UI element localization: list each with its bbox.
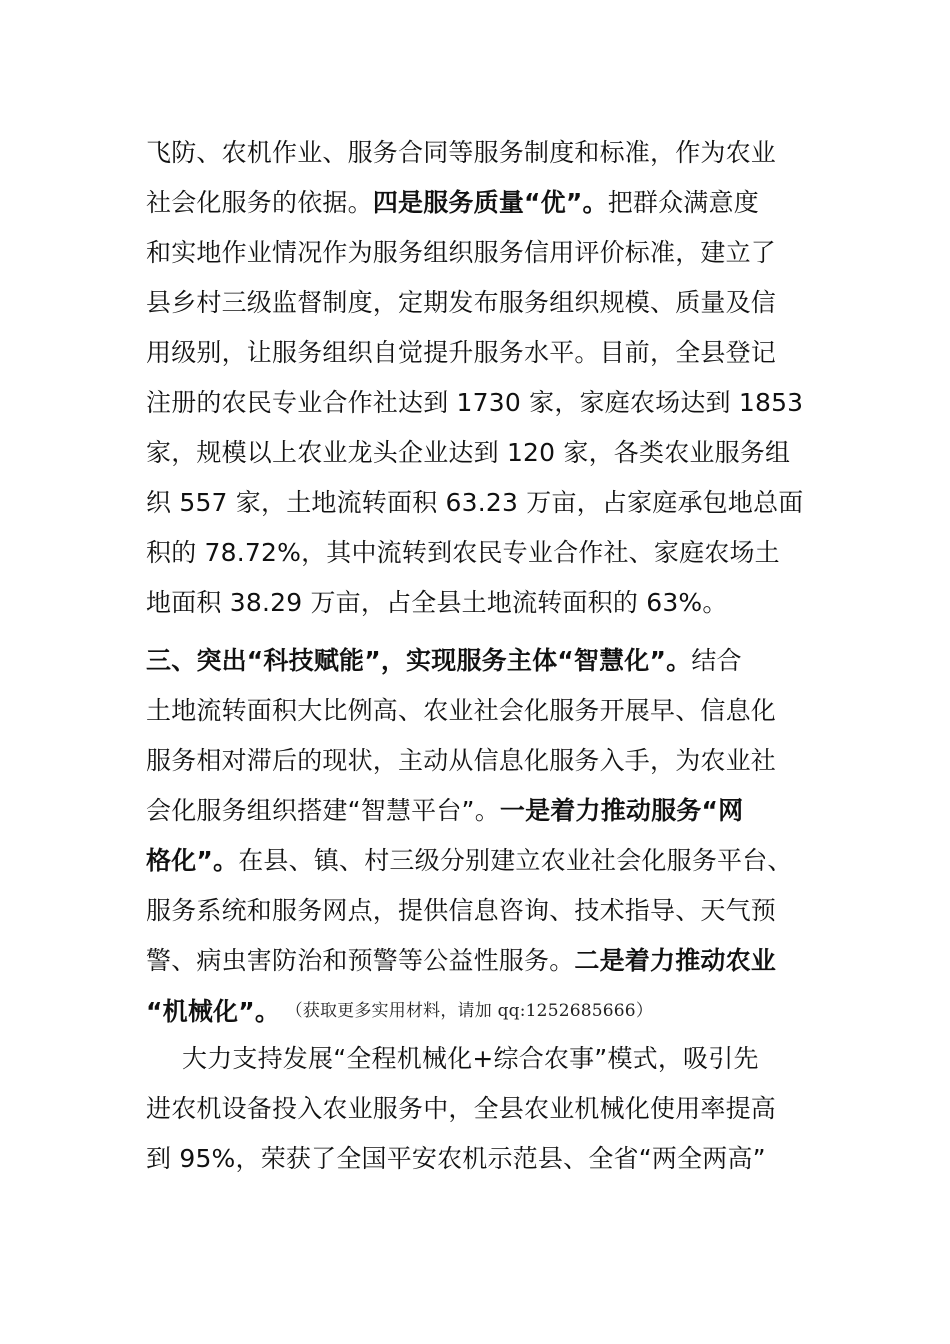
bold-heading-run: 二是着力推动农业 xyxy=(574,946,777,975)
text-line xyxy=(146,986,826,1036)
text-run: 会化服务组织搭建“智慧平台”。 xyxy=(146,796,500,825)
paragraph-3 xyxy=(146,1034,826,1184)
text-line xyxy=(146,836,826,886)
text-line: 织 557 家，土地流转面积 63.23 万亩，占家庭承包地总面 xyxy=(146,488,804,517)
text-line: 县乡村三级监督制度，定期发布服务组织规模、质量及信 xyxy=(146,288,777,317)
bold-heading-run: 四是服务质量“优”。 xyxy=(372,188,608,217)
text-line: 进农机设备投入农业服务中，全县农业机械化使用率提高 xyxy=(146,1094,777,1123)
paragraph-1 xyxy=(146,128,826,628)
text-line: 到 95%，荣获了全国平安农机示范县、全省“两全两高” xyxy=(146,1144,766,1173)
text-run: 在县、镇、村三级分别建立农业社会化服务平台、 xyxy=(238,846,793,875)
text-line: 注册的农民专业合作社达到 1730 家，家庭农场达到 1853 xyxy=(146,388,804,417)
text-line: 家，规模以上农业龙头企业达到 120 家，各类农业服务组 xyxy=(146,438,791,467)
paragraph-2 xyxy=(146,636,826,1036)
text-line: 用级别，让服务组织自觉提升服务水平。目前，全县登记 xyxy=(146,338,777,367)
text-run: 社会化服务的依据。 xyxy=(146,188,373,217)
text-line: 飞防、农机作业、服务合同等服务制度和标准，作为农业 xyxy=(146,138,777,167)
text-line xyxy=(146,786,826,836)
text-run: 结合 xyxy=(691,646,742,675)
bold-heading-run: 格化”。 xyxy=(146,846,239,875)
bold-heading-run: 一是着力推动服务“网 xyxy=(499,796,744,825)
section-heading: 三、突出“科技赋能”，实现服务主体“智慧化”。 xyxy=(146,646,692,675)
text-line: 服务相对滞后的现状，主动从信息化服务入手，为农业社 xyxy=(146,746,777,775)
text-line: 和实地作业情况作为服务组织服务信用评价标准，建立了 xyxy=(146,238,777,267)
text-line: 土地流转面积大比例高、农业社会化服务开展早、信息化 xyxy=(146,696,777,725)
text-run: 把群众满意度 xyxy=(607,188,759,217)
text-line: 大力支持发展“全程机械化+综合农事”模式，吸引先 xyxy=(182,1044,759,1073)
text-line xyxy=(146,636,826,686)
text-line: 地面积 38.29 万亩，占全县土地流转面积的 63%。 xyxy=(146,588,728,617)
bold-heading-run: “机械化”。 xyxy=(146,997,281,1026)
text-run: 警、病虫害防治和预警等公益性服务。 xyxy=(146,946,575,975)
text-line: 积的 78.72%，其中流转到农民专业合作社、家庭农场土 xyxy=(146,538,780,567)
text-line: 服务系统和服务网点，提供信息咨询、技术指导、天气预 xyxy=(146,896,777,925)
contact-note: （获取更多实用材料，请加 qq:1252685666） xyxy=(294,1001,654,1021)
text-line xyxy=(146,936,826,986)
text-line xyxy=(146,178,826,228)
